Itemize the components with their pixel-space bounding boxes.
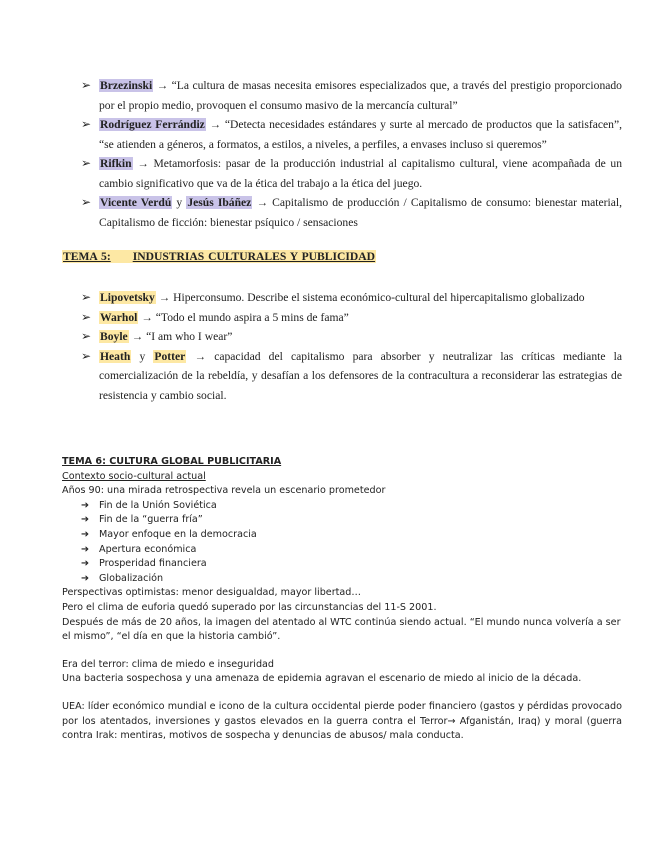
list-item-text: Fin de la “guerra fría” — [99, 514, 203, 526]
list-item — [62, 308, 622, 328]
item-text: → Hiperconsumo. Describe el sistema económico-cultural del hipercapitalismo globalizado — [158, 291, 585, 304]
tema6-section — [62, 455, 622, 744]
intro-line: Años 90: una mirada retrospectiva revela un escenario prometedor — [62, 485, 386, 497]
context-heading: Contexto socio-cultural actual — [62, 470, 206, 482]
arrow-bullet-icon: ➢ — [81, 156, 92, 170]
list-item — [62, 288, 622, 308]
arrow-bullet-icon: ➢ — [81, 309, 92, 324]
arrow-icon: ➔ — [81, 543, 90, 555]
list-item — [62, 513, 622, 528]
list-item — [62, 327, 622, 347]
list-item — [62, 154, 622, 193]
arrow-bullet-icon: ➢ — [81, 195, 92, 209]
item-text: → Capitalismo de producción / Capitalismo de consumo: bienestar material, Capitalismo de ficción: bienestar psíquico / sensaciones — [99, 196, 623, 229]
item-text: → “Detecta necesidades estándares y surte al mercado de productos que la satisfacen”, “se atienden a géneros, a formatos, a estilos, a niveles, a perfiles, a envases incluso si queremos” — [99, 118, 622, 151]
list-item — [62, 557, 622, 572]
section-authors-list-1 — [62, 76, 622, 232]
arrow-bullet-icon: ➢ — [81, 348, 92, 363]
author-name: Rodríguez Ferrándiz — [100, 118, 205, 131]
item-text: → Metamorfosis: pasar de la producción industrial al capitalismo cultural, viene acompañada de un cambio significativo que va de la ética del trabajo a la ética del juego. — [99, 157, 623, 190]
arrow-bullet-icon: ➢ — [81, 329, 92, 343]
arrow-icon: ➔ — [81, 572, 90, 584]
tema5-title: INDUSTRIAS CULTURALES Y PUBLICIDAD — [132, 250, 376, 263]
author-name: Heath — [100, 349, 131, 363]
item-text: → “I am who I wear” — [131, 330, 233, 343]
arrow-bullet-icon: ➢ — [81, 290, 92, 304]
author-name: Warhol — [100, 310, 138, 324]
list-item — [62, 543, 622, 558]
list-item — [62, 572, 622, 587]
paragraph: Una bacteria sospechosa y una amenaza de epidemia agravan el escenario de miedo al inicio de la década. — [62, 673, 582, 685]
arrow-icon: ➔ — [81, 514, 90, 526]
author-name: Vicente Verdú — [100, 196, 172, 209]
list-item-text: Globalización — [99, 572, 164, 584]
joiner: y — [176, 196, 183, 209]
list-item — [62, 347, 622, 406]
author-name: Jesús Ibáñez — [187, 196, 252, 209]
events-list — [62, 499, 622, 587]
tema6-title: TEMA 6: CULTURA GLOBAL PUBLICITARIA — [62, 456, 282, 467]
list-item — [62, 499, 622, 514]
arrow-icon: ➔ — [81, 558, 90, 570]
item-text: → “La cultura de masas necesita emisores especializados que, a través del prestigio proporcionado por el propio medio, provoquen el consumo masivo de la mercancía cultural” — [99, 79, 622, 112]
author-name: Potter — [154, 349, 186, 363]
list-item-text: Apertura económica — [99, 543, 197, 555]
list-item-text: Fin de la Unión Soviética — [99, 499, 217, 511]
author-name: Lipovetsky — [100, 291, 155, 304]
author-name: Boyle — [100, 330, 128, 343]
list-item — [62, 115, 622, 154]
arrow-bullet-icon: ➢ — [81, 78, 92, 92]
arrow-bullet-icon: ➢ — [81, 117, 92, 131]
list-item-text: Mayor enfoque en la democracia — [99, 528, 257, 540]
paragraph: Perspectivas optimistas: menor desigualdad, mayor libertad… — [62, 587, 361, 599]
list-item — [62, 76, 622, 115]
joiner: y — [139, 349, 146, 363]
arrow-icon: ➔ — [81, 499, 90, 511]
item-text: → “Todo el mundo aspira a 5 mins de fama” — [141, 310, 349, 324]
paragraph: UEA: líder económico mundial e icono de la cultura occidental pierde poder financiero (gastos y pérdidas provocado por los atentados, inversiones y gastos elevados en la guerra contra el Terror→ Afganistán, Iraq) y moral (guerra contra Irak: mentiras, motivos de sospecha y denuncias de abusos/ mala conducta. — [62, 700, 622, 742]
author-name: Brzezinski — [100, 79, 153, 92]
section-authors-list-2 — [62, 288, 622, 405]
tema5-heading — [62, 250, 376, 263]
list-item — [62, 528, 622, 543]
paragraph: Después de más de 20 años, la imagen del atentado al WTC continúa siendo actual. “El mundo nunca volvería a ser el mismo”, “el día en que la historia cambió”. — [62, 616, 621, 643]
author-name: Rifkin — [100, 157, 132, 170]
arrow-icon: ➔ — [81, 528, 90, 540]
tema5-label: TEMA 5: — [63, 250, 111, 263]
item-text: → capacidad del capitalismo para absorber y neutralizar las críticas mediante la comercialización de la rebeldía, y desafían a los defensores de la contracultura a reconsiderar las estrategias de resistencia y cambio social. — [99, 349, 623, 402]
paragraph: Pero el clima de euforia quedó superado por las circunstancias del 11-S 2001. — [62, 601, 437, 613]
list-item-text: Prosperidad financiera — [99, 558, 207, 570]
paragraph: Era del terror: clima de miedo e inseguridad — [62, 658, 275, 670]
list-item — [62, 193, 622, 232]
